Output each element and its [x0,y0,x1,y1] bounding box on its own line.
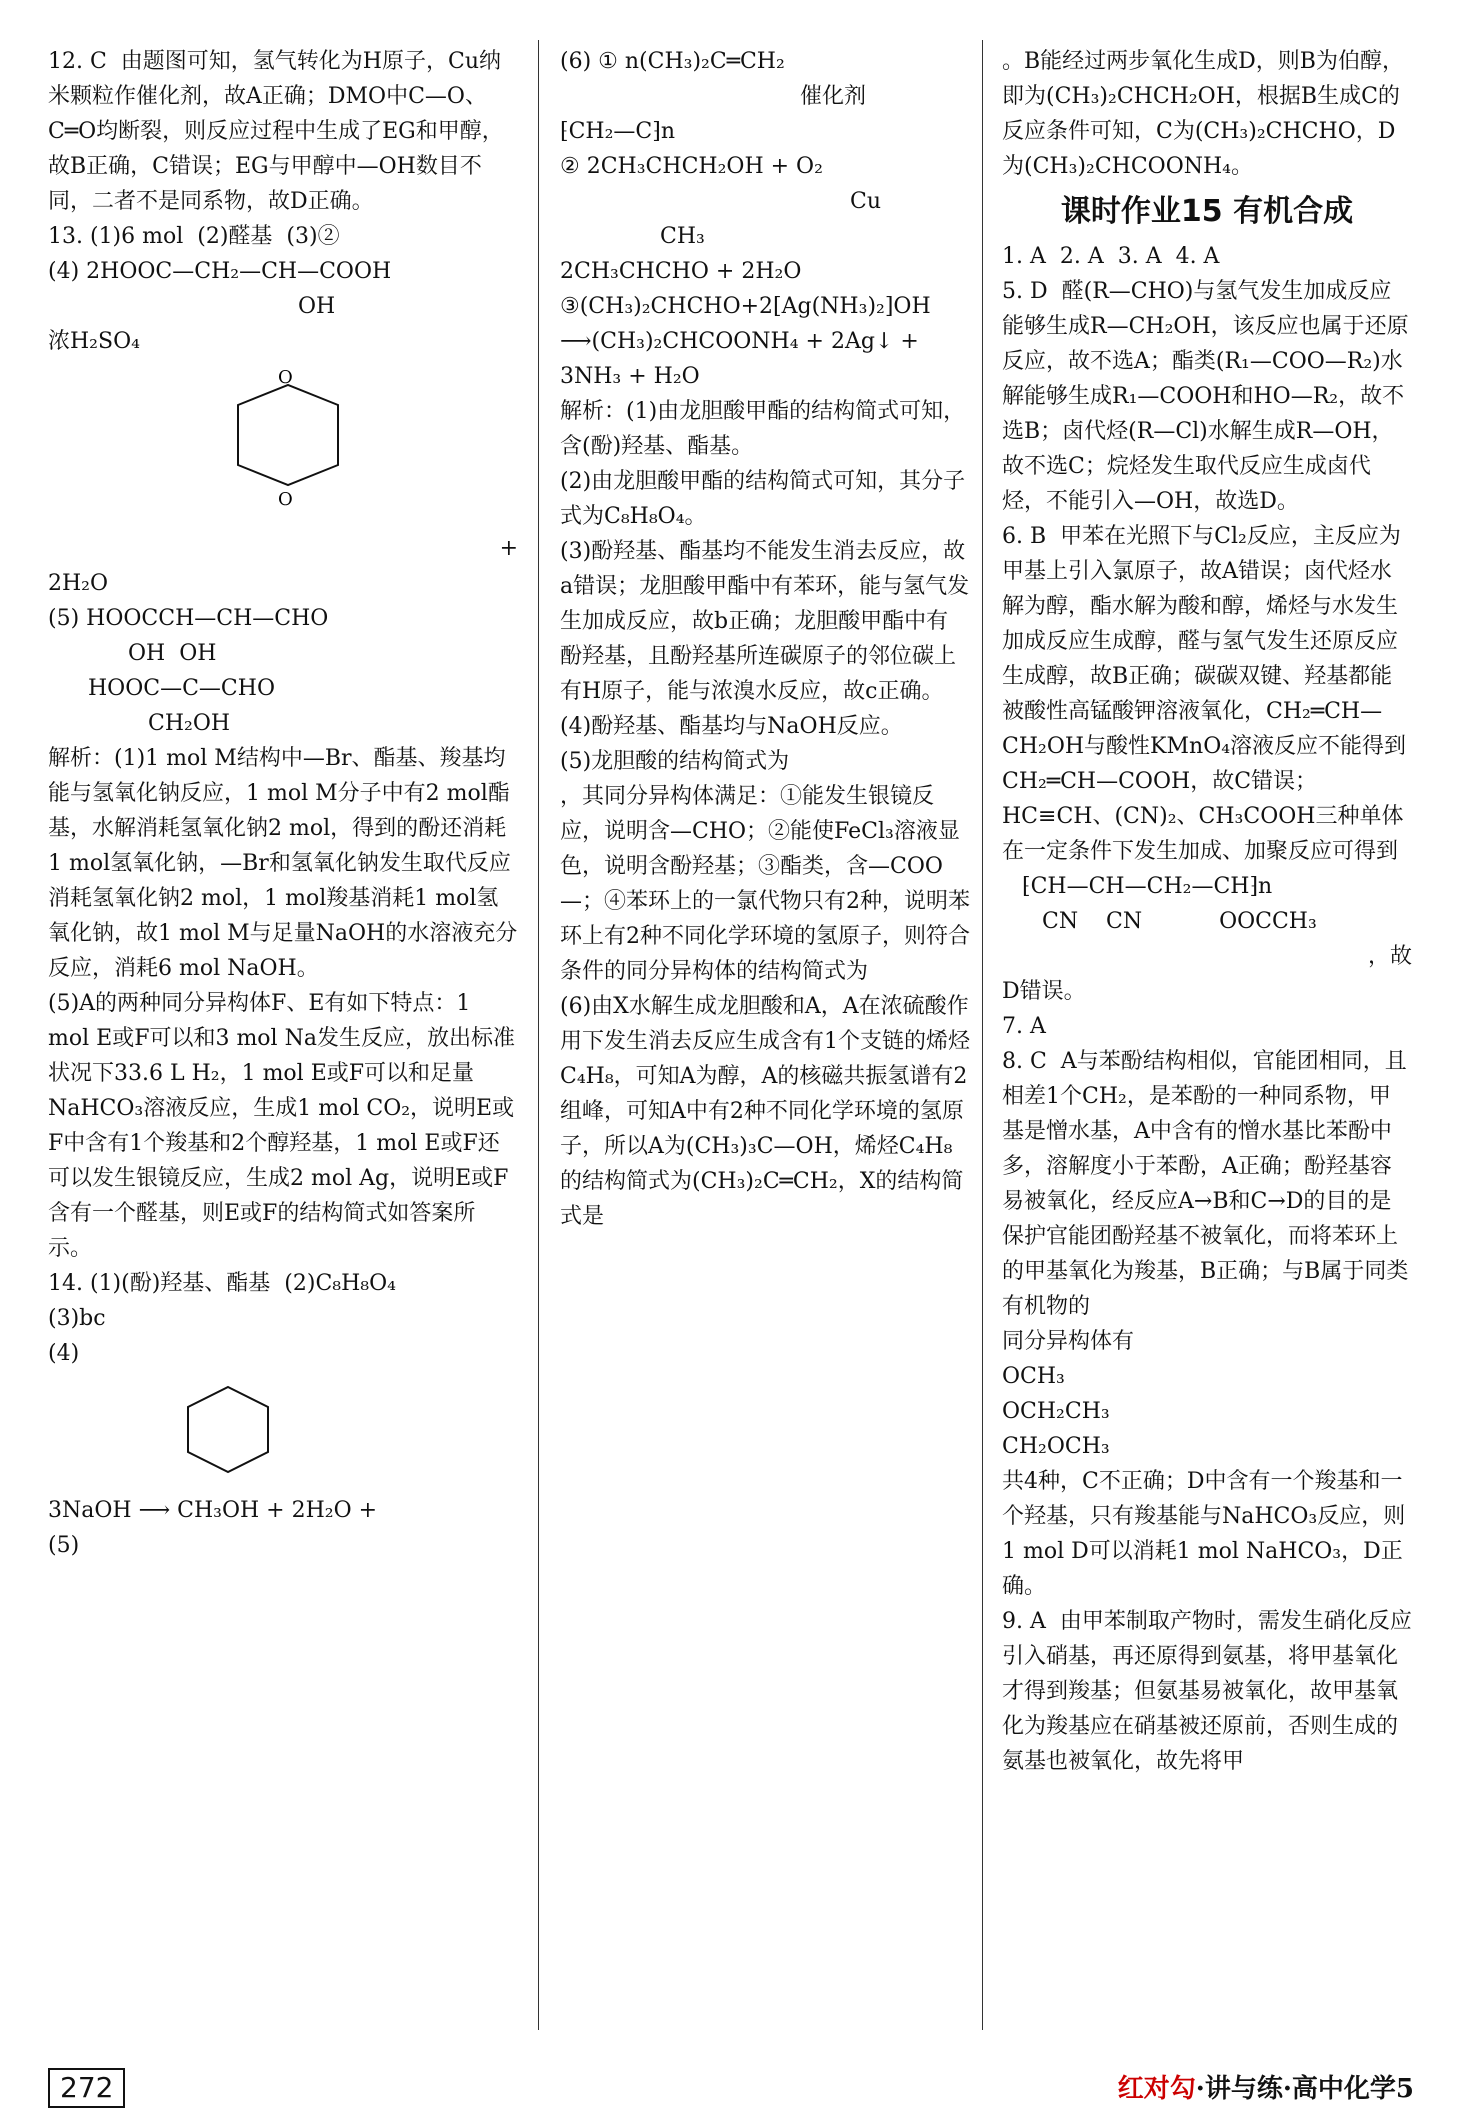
brand-logo-text: 红对勾 [1117,2074,1196,2104]
column-divider [538,40,539,2030]
equation: (4) 2HOOC—CH₂—CH—COOH [48,259,392,284]
column-left: 12. C 由题图可知，氢气转化为H原子，Cu纳米颗粒作催化剂，故A正确；DMO中C—O、C═O均断裂，则反应过程中生成了EG和甲醇，故B正确，C错误；EG与甲醇中—OH数目不同，二者不是同系物，故D正确。 13. (1)6 mol (2)醛基 (3)② (4) 2HOOC—CH₂—CH—COOH OH 浓H₂SO₄ O O + 2H₂O (5) HOOCCH—CH—CHO OH OH HOOC—C—CHO CH₂OH 解析：(1)1 mol M结构中—Br、酯基、羧基均能与氢氧化钠反应，1 mol M分子中有2 mol酯基，水解消耗氢氧化钠2 mol，得到的酚还消耗1 mol氢氧化钠，—Br和氢氧化钠发生取代反应消耗氢氧化钠2 mol，1 mol羧基消耗1 mol氢氧化钠，故1 mol M与足量NaOH的水溶液充分反应，消耗6 mol NaOH。 (5)A的两种同分异构体F、E有如下特点：1 mol E或F可以和3 mol Na发生反应，放出标准状况下33.6 L H₂，1 mol E或F可以和足量NaHCO₃溶液反应，生成1 mol CO₂，说明E或F中含有1个羧基和2个醇羟基，1 mol E或F还可以发生银镜反应，生成2 mol Ag，说明E或F含有一个醛基，则E或F的结构简式如答案所示。 14. (1)(酚)羟基、酯基 (2)C₈H₈O₄ (3)bc (4) 3NaOH ⟶ CH₃OH + 2H₂O + (5) [48,44,518,1563]
lactone-structure [48,365,468,525]
answer-13: 13. (1)6 mol (2)醛基 (3)② [48,224,340,249]
analysis-14: 解析：(1)由龙胆酸甲酯的结构简式可知，含(酚)羟基、酯基。 [560,399,966,459]
analysis-13: 解析：(1)1 mol M结构中—Br、酯基、羧基均能与氢氧化钠反应，1 mol M分子中有2 mol酯基，水解消耗氢氧化钠2 mol，得到的酚还消耗1 mol氢氧化钠，—Br和氢氧化钠发生取代反应消耗氢氧化钠2 mol，1 mol羧基消耗1 mol氢氧化钠，故1 mol M与足量NaOH的水溶液充分反应，消耗6 mol NaOH。 [48,746,518,981]
column-middle: (6) ① n(CH₃)₂C═CH₂ 催化剂 ⁅CH₂—C⁆n ② 2CH₃CHCH₂OH + O₂ Cu CH₃ 2CH₃CHCHO + 2H₂O ③(CH₃)₂CHCHO+2[Ag(NH₃)₂]OH ⟶(CH₃)₂CHCOONH₄ + 2Ag↓ + 3NH₃ + H₂O 解析：(1)由龙胆酸甲酯的结构简式可知，含(酚)羟基、酯基。 (2)由龙胆酸甲酯的结构简式可知，其分子式为C₈H₈O₄。 (3)酚羟基、酯基均不能发生消去反应，故a错误；龙胆酸甲酯中有苯环，能与氢气发生加成反应，故b正确；龙胆酸甲酯中有酚羟基，且酚羟基所连碳原子的邻位碳上有H原子，能与浓溴水反应，故c正确。 (4)酚羟基、酯基均与NaOH反应。 (5)龙胆酸的结构简式为 ，其同分异构体满足：①能发生银镜反应，说明含—CHO；②能使FeCl₃溶液显色，说明含酚羟基；③酯类，含—COO—；④苯环上的一氯代物只有2种，说明苯环上有2种不同化学环境的氢原子，则符合条件的同分异构体的结构简式为 (6)由X水解生成龙胆酸和A，A在浓硫酸作用下发生消去反应生成含有1个支链的烯烃C₄H₈，可知A为醇，A的核磁共振氢谱有2组峰，可知A中有2种不同化学环境的氢原子，所以A为(CH₃)₃C—OH，烯烃C₄H₈的结构简式为(CH₃)₂C═CH₂，X的结构简式是 [560,49,970,1229]
answer-12: 12. C 由题图可知，氢气转化为H原子，Cu纳米颗粒作催化剂，故A正确；DMO中C—O、C═O均断裂，则反应过程中生成了EG和甲醇，故B正确，C错误；EG与甲醇中—OH数目不同，二者不是同系物，故D正确。 [48,49,504,214]
page-number: 272 [48,2068,125,2108]
answer-14: 14. (1)(酚)羟基、酯基 (2)C₈H₈O₄ [48,1271,396,1296]
column-right: 。B能经过两步氧化生成D，则B为伯醇，即为(CH₃)₂CHCH₂OH，根据B生成C的反应条件可知，C为(CH₃)₂CHCHO，D为(CH₃)₂CHCOONH₄。 课时作业15 有机合成 1. A 2. A 3. A 4. A 5. D 醛(R—CHO)与氢气发生加成反应能够生成R—CH₂OH，该反应也属于还原反应，故不选A；酯类(R₁—COO—R₂)水解能够生成R₁—COOH和HO—R₂，故不选B；卤代烃(R—Cl)水解生成R—OH，故不选C；烷烃发生取代反应生成卤代烃，不能引入—OH，故选D。 6. B 甲苯在光照下与Cl₂反应，主反应为甲基上引入氯原子，故A错误；卤代烃水解为醇，酯水解为酸和醇，烯烃与水发生加成反应生成醇，醛与氢气发生还原反应生成醇，故B正确；碳碳双键、羟基都能被酸性高锰酸钾溶液氧化，CH₂═CH—CH₂OH与酸性KMnO₄溶液反应不能得到CH₂═CH—COOH，故C错误；HC≡CH、(CN)₂、CH₃COOH三种单体在一定条件下发生加成、加聚反应可得到 ⁅CH—CH—CH₂—CH⁆n CN CN OOCCH₃ ，故 D错误。 7. A 8. C A与苯酚结构相似，官能团相同，且相差1个CH₂，是苯酚的一种同系物，甲基是憎水基，A中含有的憎水基比苯酚中多，溶解度小于苯酚，A正确；酚羟基容易被氧化，经反应A→B和C→D的目的是保护官能团酚羟基不被氧化，而将苯环上的甲基氧化为羧基，B正确；与B属于同类有机物的 同分异构体有 OCH₃ OCH₂CH₃ CH₂OCH₃ 共4种，C不正确；D中含有一个羧基和一个羟基，只有羧基能与NaHCO₃反应，则1 mol D可以消耗1 mol NaHCO₃，D正确。 9. A 由甲苯制取产物时，需发生硝化反应引入硝基，再还原得到氨基，将甲基氧化才得到羧基；但氨基易被氧化，故甲基氧化为羧基应在硝基被还原前，否则生成的氨基也被氧化，故先将甲 [1002,49,1412,1774]
benzene-ring-structure [48,1377,468,1487]
svg-text:O: O [278,489,293,510]
column-divider [982,40,983,2030]
svg-text:O: O [278,367,293,388]
footer: 红对勾·讲与练·高中化学5 [1117,2074,1414,2104]
section-heading: 课时作业15 有机合成 [1060,194,1354,229]
